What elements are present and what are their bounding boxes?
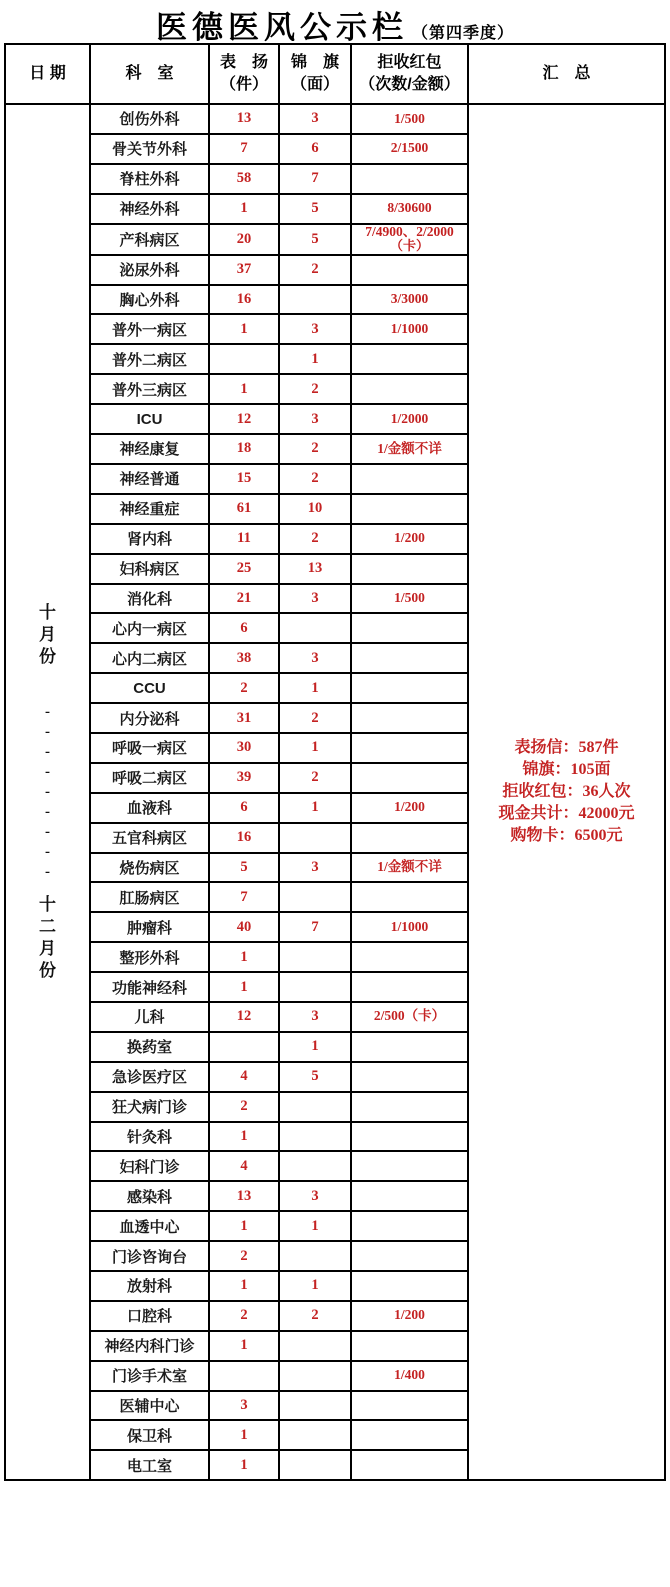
red-packet-cell — [351, 763, 468, 793]
header-line: 日 期 — [29, 65, 66, 82]
praise-count-cell: 16 — [209, 823, 279, 853]
department-cell: 肾内科 — [90, 524, 209, 554]
praise-count-cell: 6 — [209, 793, 279, 823]
col-header-praise — [209, 44, 279, 104]
department-cell: 消化科 — [90, 584, 209, 614]
red-packet-cell — [351, 613, 468, 643]
summary-cell — [468, 104, 665, 1480]
department-cell: 功能神经科 — [90, 972, 209, 1002]
banner-count-cell: 3 — [279, 404, 351, 434]
praise-count-cell: 18 — [209, 434, 279, 464]
header-line: 锦 旗 — [290, 54, 339, 71]
banner-count-cell — [279, 972, 351, 1002]
red-packet-value: 7/4900、2/2000 — [365, 223, 454, 239]
department-cell: 感染科 — [90, 1181, 209, 1211]
department-cell: 泌尿外科 — [90, 255, 209, 285]
praise-count-cell: 6 — [209, 613, 279, 643]
praise-count-cell: 7 — [209, 134, 279, 164]
banner-count-cell: 3 — [279, 853, 351, 883]
banner-count-cell: 2 — [279, 1301, 351, 1331]
praise-count-cell: 40 — [209, 912, 279, 942]
department-cell: 肛肠病区 — [90, 882, 209, 912]
banner-count-cell — [279, 1450, 351, 1480]
red-packet-value: 1/500 — [394, 590, 425, 606]
red-packet-value: 1/金额不详 — [377, 440, 442, 456]
ethics-table — [4, 43, 666, 1481]
red-packet-cell — [351, 374, 468, 404]
date-char: 十 — [39, 895, 56, 915]
banner-count-cell: 7 — [279, 912, 351, 942]
date-dash: - — [45, 844, 50, 861]
red-packet-cell — [351, 1331, 468, 1361]
red-packet-cell — [351, 733, 468, 763]
red-packet-value: 1/400 — [394, 1367, 425, 1383]
red-packet-value: 1/1000 — [390, 918, 429, 934]
department-cell: 神经普通 — [90, 464, 209, 494]
praise-count-cell: 13 — [209, 1181, 279, 1211]
red-packet-value: 1/200 — [394, 799, 425, 815]
department-cell: 烧伤病区 — [90, 853, 209, 883]
department-cell: 电工室 — [90, 1450, 209, 1480]
praise-count-cell: 2 — [209, 1092, 279, 1122]
praise-count-cell: 1 — [209, 942, 279, 972]
red-packet-value: 1/金额不详 — [377, 859, 442, 875]
praise-count-cell: 1 — [209, 1420, 279, 1450]
banner-count-cell — [279, 1391, 351, 1421]
red-packet-cell — [351, 1092, 468, 1122]
department-cell: 血透中心 — [90, 1211, 209, 1241]
department-cell: 医辅中心 — [90, 1391, 209, 1421]
date-char: 十 — [39, 603, 56, 623]
red-packet-cell — [351, 1301, 468, 1331]
department-cell: 胸心外科 — [90, 285, 209, 315]
banner-count-cell: 13 — [279, 554, 351, 584]
praise-count-cell: 38 — [209, 643, 279, 673]
summary-line: 拒收红包：36人次 — [502, 783, 631, 801]
praise-count-cell: 2 — [209, 673, 279, 703]
red-packet-cell — [351, 344, 468, 374]
banner-count-cell: 5 — [279, 194, 351, 224]
col-header-date — [5, 44, 90, 104]
department-cell: 针灸科 — [90, 1122, 209, 1152]
praise-count-cell: 1 — [209, 1122, 279, 1152]
red-packet-value: 2/500（卡） — [373, 1008, 446, 1024]
department-cell: 神经外科 — [90, 194, 209, 224]
praise-count-cell: 1 — [209, 314, 279, 344]
summary-line: 表扬信：587件 — [514, 739, 619, 757]
date-char: 二 — [39, 917, 56, 937]
praise-count-cell: 13 — [209, 104, 279, 134]
banner-count-cell: 2 — [279, 763, 351, 793]
red-packet-value: 3/3000 — [390, 291, 429, 307]
red-packet-value: 1/200 — [394, 530, 425, 546]
red-packet-cell — [351, 104, 468, 134]
red-packet-cell — [351, 224, 468, 255]
department-cell: 心内一病区 — [90, 613, 209, 643]
red-packet-cell — [351, 912, 468, 942]
red-packet-cell — [351, 1211, 468, 1241]
banner-count-cell — [279, 285, 351, 315]
praise-count-cell: 12 — [209, 1002, 279, 1032]
praise-count-cell: 31 — [209, 703, 279, 733]
banner-count-cell: 1 — [279, 673, 351, 703]
praise-count-cell: 5 — [209, 853, 279, 883]
department-cell: 狂犬病门诊 — [90, 1092, 209, 1122]
date-dash: - — [45, 744, 50, 761]
red-packet-cell — [351, 524, 468, 554]
praise-count-cell: 1 — [209, 194, 279, 224]
banner-count-cell: 1 — [279, 793, 351, 823]
department-cell: 创伤外科 — [90, 104, 209, 134]
praise-count-cell: 1 — [209, 972, 279, 1002]
banner-count-cell: 1 — [279, 344, 351, 374]
header-line: 汇 总 — [542, 65, 591, 82]
praise-count-cell: 21 — [209, 584, 279, 614]
red-packet-cell — [351, 942, 468, 972]
department-cell: 整形外科 — [90, 942, 209, 972]
department-cell: 骨关节外科 — [90, 134, 209, 164]
department-cell: 妇科病区 — [90, 554, 209, 584]
praise-count-cell: 1 — [209, 374, 279, 404]
department-cell: 心内二病区 — [90, 643, 209, 673]
red-packet-cell — [351, 1032, 468, 1062]
department-cell: 急诊医疗区 — [90, 1062, 209, 1092]
header-line: （次数/金额） — [359, 76, 460, 93]
praise-count-cell: 4 — [209, 1062, 279, 1092]
praise-count-cell: 1 — [209, 1450, 279, 1480]
department-cell: 普外一病区 — [90, 314, 209, 344]
banner-count-cell: 3 — [279, 584, 351, 614]
red-packet-cell — [351, 1391, 468, 1421]
praise-count-cell: 1 — [209, 1271, 279, 1301]
red-packet-cell — [351, 823, 468, 853]
red-packet-cell — [351, 1420, 468, 1450]
praise-count-cell: 58 — [209, 164, 279, 194]
department-cell: 口腔科 — [90, 1301, 209, 1331]
red-packet-cell — [351, 1241, 468, 1271]
col-header-banner — [279, 44, 351, 104]
praise-count-cell: 37 — [209, 255, 279, 285]
banner-count-cell: 1 — [279, 1271, 351, 1301]
red-packet-value: 8/30600 — [387, 200, 432, 216]
header-line: 表 扬 — [219, 54, 268, 71]
date-char: 份 — [39, 961, 56, 981]
red-packet-cell — [351, 1361, 468, 1391]
banner-count-cell: 6 — [279, 134, 351, 164]
department-cell: 妇科门诊 — [90, 1151, 209, 1181]
banner-count-cell: 1 — [279, 1032, 351, 1062]
department-cell: 血液科 — [90, 793, 209, 823]
department-cell: 呼吸二病区 — [90, 763, 209, 793]
red-packet-value: 1/500 — [394, 110, 425, 126]
praise-count-cell — [209, 1032, 279, 1062]
red-packet-cell — [351, 584, 468, 614]
col-header-summary — [468, 44, 665, 104]
header-line: 科 室 — [125, 65, 174, 82]
banner-count-cell — [279, 1420, 351, 1450]
department-cell: 肿瘤科 — [90, 912, 209, 942]
praise-count-cell: 61 — [209, 494, 279, 524]
red-packet-cell — [351, 703, 468, 733]
banner-count-cell: 5 — [279, 224, 351, 255]
date-char: 份 — [39, 647, 56, 667]
date-period-cell — [5, 104, 90, 1480]
red-packet-cell — [351, 673, 468, 703]
header-line: 拒收红包 — [377, 54, 442, 71]
banner-count-cell: 3 — [279, 1181, 351, 1211]
praise-count-cell — [209, 344, 279, 374]
banner-count-cell: 7 — [279, 164, 351, 194]
department-cell: 神经内科门诊 — [90, 1331, 209, 1361]
department-cell: 儿科 — [90, 1002, 209, 1032]
red-packet-cell — [351, 464, 468, 494]
red-packet-cell — [351, 1002, 468, 1032]
date-dash: - — [45, 704, 50, 721]
red-packet-value: 1/2000 — [390, 410, 429, 426]
praise-count-cell: 1 — [209, 1331, 279, 1361]
red-packet-cell — [351, 314, 468, 344]
summary-line: 现金共计：42000元 — [498, 805, 635, 823]
red-packet-value: 2/1500 — [390, 140, 429, 156]
department-cell: ICU — [90, 404, 209, 434]
red-packet-cell — [351, 434, 468, 464]
department-cell: 换药室 — [90, 1032, 209, 1062]
red-packet-cell — [351, 643, 468, 673]
red-packet-cell — [351, 1151, 468, 1181]
red-packet-cell — [351, 255, 468, 285]
department-cell: 保卫科 — [90, 1420, 209, 1450]
summary-line: 锦旗：105面 — [522, 761, 611, 779]
red-packet-value: 1/1000 — [390, 321, 429, 336]
red-packet-cell — [351, 1450, 468, 1480]
praise-count-cell: 4 — [209, 1151, 279, 1181]
praise-count-cell: 1 — [209, 1211, 279, 1241]
praise-count-cell: 12 — [209, 404, 279, 434]
banner-count-cell: 2 — [279, 703, 351, 733]
praise-count-cell: 16 — [209, 285, 279, 315]
date-dash: - — [45, 824, 50, 841]
praise-count-cell: 2 — [209, 1241, 279, 1271]
subtitle-text: （第四季度） — [411, 25, 514, 42]
banner-count-cell: 3 — [279, 314, 351, 344]
banner-count-cell: 2 — [279, 255, 351, 285]
banner-count-cell: 3 — [279, 104, 351, 134]
red-packet-cell — [351, 134, 468, 164]
praise-count-cell: 7 — [209, 882, 279, 912]
date-stack — [6, 602, 89, 982]
department-cell: 五官科病区 — [90, 823, 209, 853]
banner-count-cell — [279, 1241, 351, 1271]
department-cell: 脊柱外科 — [90, 164, 209, 194]
date-char: 月 — [39, 625, 56, 645]
department-cell: CCU — [90, 673, 209, 703]
date-dash: - — [45, 784, 50, 801]
date-char: 月 — [39, 939, 56, 959]
banner-count-cell — [279, 942, 351, 972]
page-title — [0, 0, 670, 43]
banner-count-cell — [279, 882, 351, 912]
table-row — [5, 104, 665, 134]
department-cell: 呼吸一病区 — [90, 733, 209, 763]
banner-count-cell — [279, 1122, 351, 1152]
summary-line: 购物卡：6500元 — [510, 827, 623, 845]
header-row — [5, 44, 665, 104]
department-cell: 门诊咨询台 — [90, 1241, 209, 1271]
red-packet-cell — [351, 285, 468, 315]
banner-count-cell — [279, 1151, 351, 1181]
title-text: 医德医风公示栏 — [155, 10, 408, 45]
red-packet-cell — [351, 793, 468, 823]
praise-count-cell: 15 — [209, 464, 279, 494]
banner-count-cell — [279, 1361, 351, 1391]
red-packet-cell — [351, 194, 468, 224]
department-cell: 内分泌科 — [90, 703, 209, 733]
banner-count-cell: 2 — [279, 434, 351, 464]
banner-count-cell: 3 — [279, 643, 351, 673]
banner-count-cell: 2 — [279, 374, 351, 404]
col-header-red-packet — [351, 44, 468, 104]
department-cell: 神经康复 — [90, 434, 209, 464]
banner-count-cell — [279, 823, 351, 853]
banner-count-cell — [279, 1331, 351, 1361]
date-dash: - — [45, 864, 50, 881]
praise-count-cell: 11 — [209, 524, 279, 554]
praise-count-cell: 39 — [209, 763, 279, 793]
date-dash: - — [45, 764, 50, 781]
red-packet-cell — [351, 554, 468, 584]
header-line: （面） — [290, 76, 339, 93]
red-packet-cell — [351, 164, 468, 194]
department-cell: 放射科 — [90, 1271, 209, 1301]
praise-count-cell: 30 — [209, 733, 279, 763]
col-header-department — [90, 44, 209, 104]
red-packet-value: 1/200 — [394, 1307, 425, 1323]
department-cell: 普外三病区 — [90, 374, 209, 404]
red-packet-cell — [351, 972, 468, 1002]
department-cell: 神经重症 — [90, 494, 209, 524]
header-line: （件） — [219, 76, 268, 93]
banner-count-cell: 2 — [279, 524, 351, 554]
banner-count-cell — [279, 1092, 351, 1122]
red-packet-cell — [351, 882, 468, 912]
banner-count-cell: 2 — [279, 464, 351, 494]
red-packet-cell — [351, 1062, 468, 1092]
praise-count-cell: 25 — [209, 554, 279, 584]
red-packet-cell — [351, 404, 468, 434]
banner-count-cell: 1 — [279, 1211, 351, 1241]
praise-count-cell: 2 — [209, 1301, 279, 1331]
banner-count-cell: 3 — [279, 1002, 351, 1032]
date-dash: - — [45, 804, 50, 821]
banner-count-cell: 5 — [279, 1062, 351, 1092]
red-packet-cell — [351, 1181, 468, 1211]
table-header — [5, 44, 665, 104]
red-packet-cell — [351, 853, 468, 883]
red-packet-cell — [351, 1271, 468, 1301]
department-cell: 普外二病区 — [90, 344, 209, 374]
red-packet-cell — [351, 1122, 468, 1152]
banner-count-cell: 1 — [279, 733, 351, 763]
date-dash: - — [45, 724, 50, 741]
praise-count-cell — [209, 1361, 279, 1391]
banner-count-cell — [279, 613, 351, 643]
table-body — [5, 104, 665, 1480]
praise-count-cell: 3 — [209, 1391, 279, 1421]
banner-count-cell: 10 — [279, 494, 351, 524]
praise-count-cell: 20 — [209, 224, 279, 255]
department-cell: 产科病区 — [90, 224, 209, 255]
department-cell: 门诊手术室 — [90, 1361, 209, 1391]
red-packet-cell — [351, 494, 468, 524]
red-packet-value-line2: （卡） — [389, 238, 429, 254]
